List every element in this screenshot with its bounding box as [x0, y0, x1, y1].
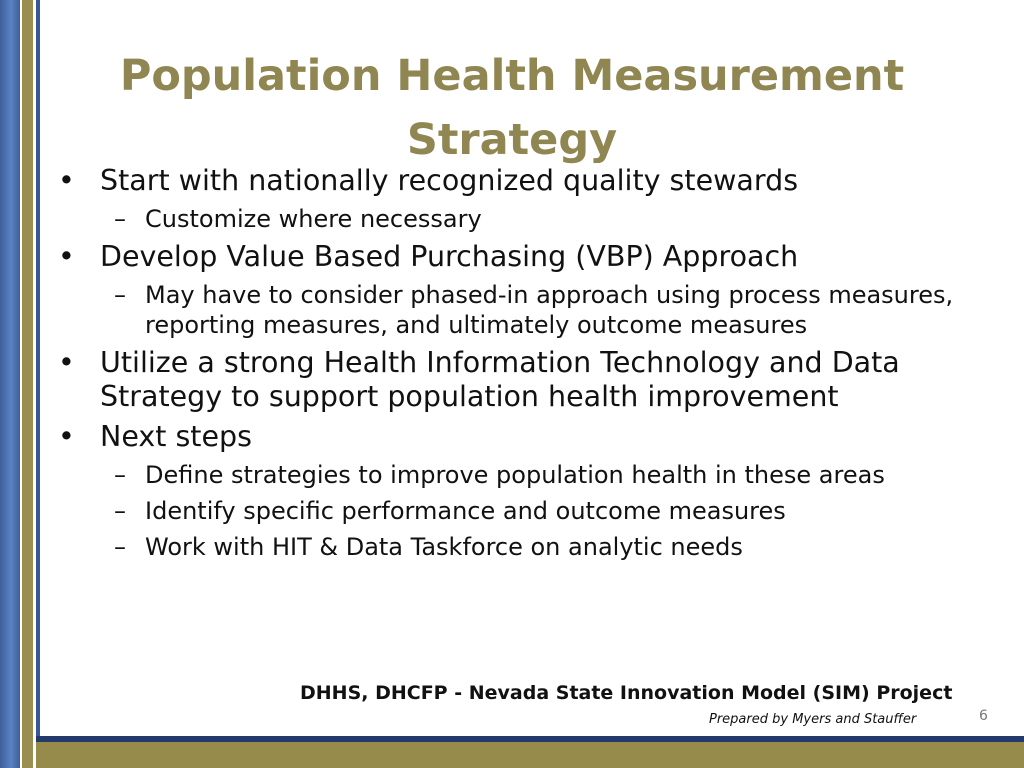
sub-bullet-item	[58, 280, 958, 340]
sub-bullet-text: Define strategies to improve population health in these areas	[145, 461, 885, 489]
left-olive-stripe	[22, 0, 33, 768]
dash-icon: –	[114, 205, 126, 233]
dash-icon: –	[114, 497, 126, 525]
sub-bullet-text: Work with HIT & Data Taskforce on analytic needs	[145, 533, 743, 561]
bullet-item	[58, 240, 958, 274]
left-blue-stripe	[0, 0, 20, 768]
dash-icon: –	[114, 281, 126, 309]
sub-bullet-item	[58, 204, 958, 234]
sub-bullet-text: May have to consider phased-in approach using process measures, reporting measures, and ultimately outcome measures	[145, 281, 954, 339]
bullet-item	[58, 164, 958, 198]
dash-icon: –	[114, 533, 126, 561]
bullet-icon: •	[58, 420, 75, 453]
bottom-band	[36, 742, 1024, 768]
sub-bullet-text: Identify specific performance and outcome measures	[145, 497, 786, 525]
sub-bullet-item	[58, 496, 958, 526]
sub-bullet-text: Customize where necessary	[145, 205, 482, 233]
footer-credit: Prepared by Myers and Stauffer	[709, 712, 917, 727]
slide-title: Population Health Measurement Strategy	[119, 51, 905, 165]
sub-bullet-item	[58, 460, 958, 490]
bullet-icon: •	[58, 164, 75, 197]
sub-bullet-item	[58, 532, 958, 562]
bullet-item	[58, 420, 958, 454]
bullet-icon: •	[58, 240, 75, 273]
bullet-text: Next steps	[100, 420, 252, 453]
bullet-text: Start with nationally recognized quality stewards	[100, 164, 799, 197]
slide-body	[58, 164, 958, 568]
footer-project-title: DHHS, DHCFP - Nevada State Innovation Model (SIM) Project	[300, 682, 953, 704]
dash-icon: –	[114, 461, 126, 489]
bullet-icon: •	[58, 346, 75, 379]
bullet-text: Utilize a strong Health Information Technology and Data Strategy to support population health improvement	[100, 346, 900, 413]
bullet-text: Develop Value Based Purchasing (VBP) Approach	[100, 240, 799, 273]
bullet-item	[58, 346, 958, 414]
left-rule	[36, 0, 40, 740]
page-number: 6	[979, 708, 988, 724]
